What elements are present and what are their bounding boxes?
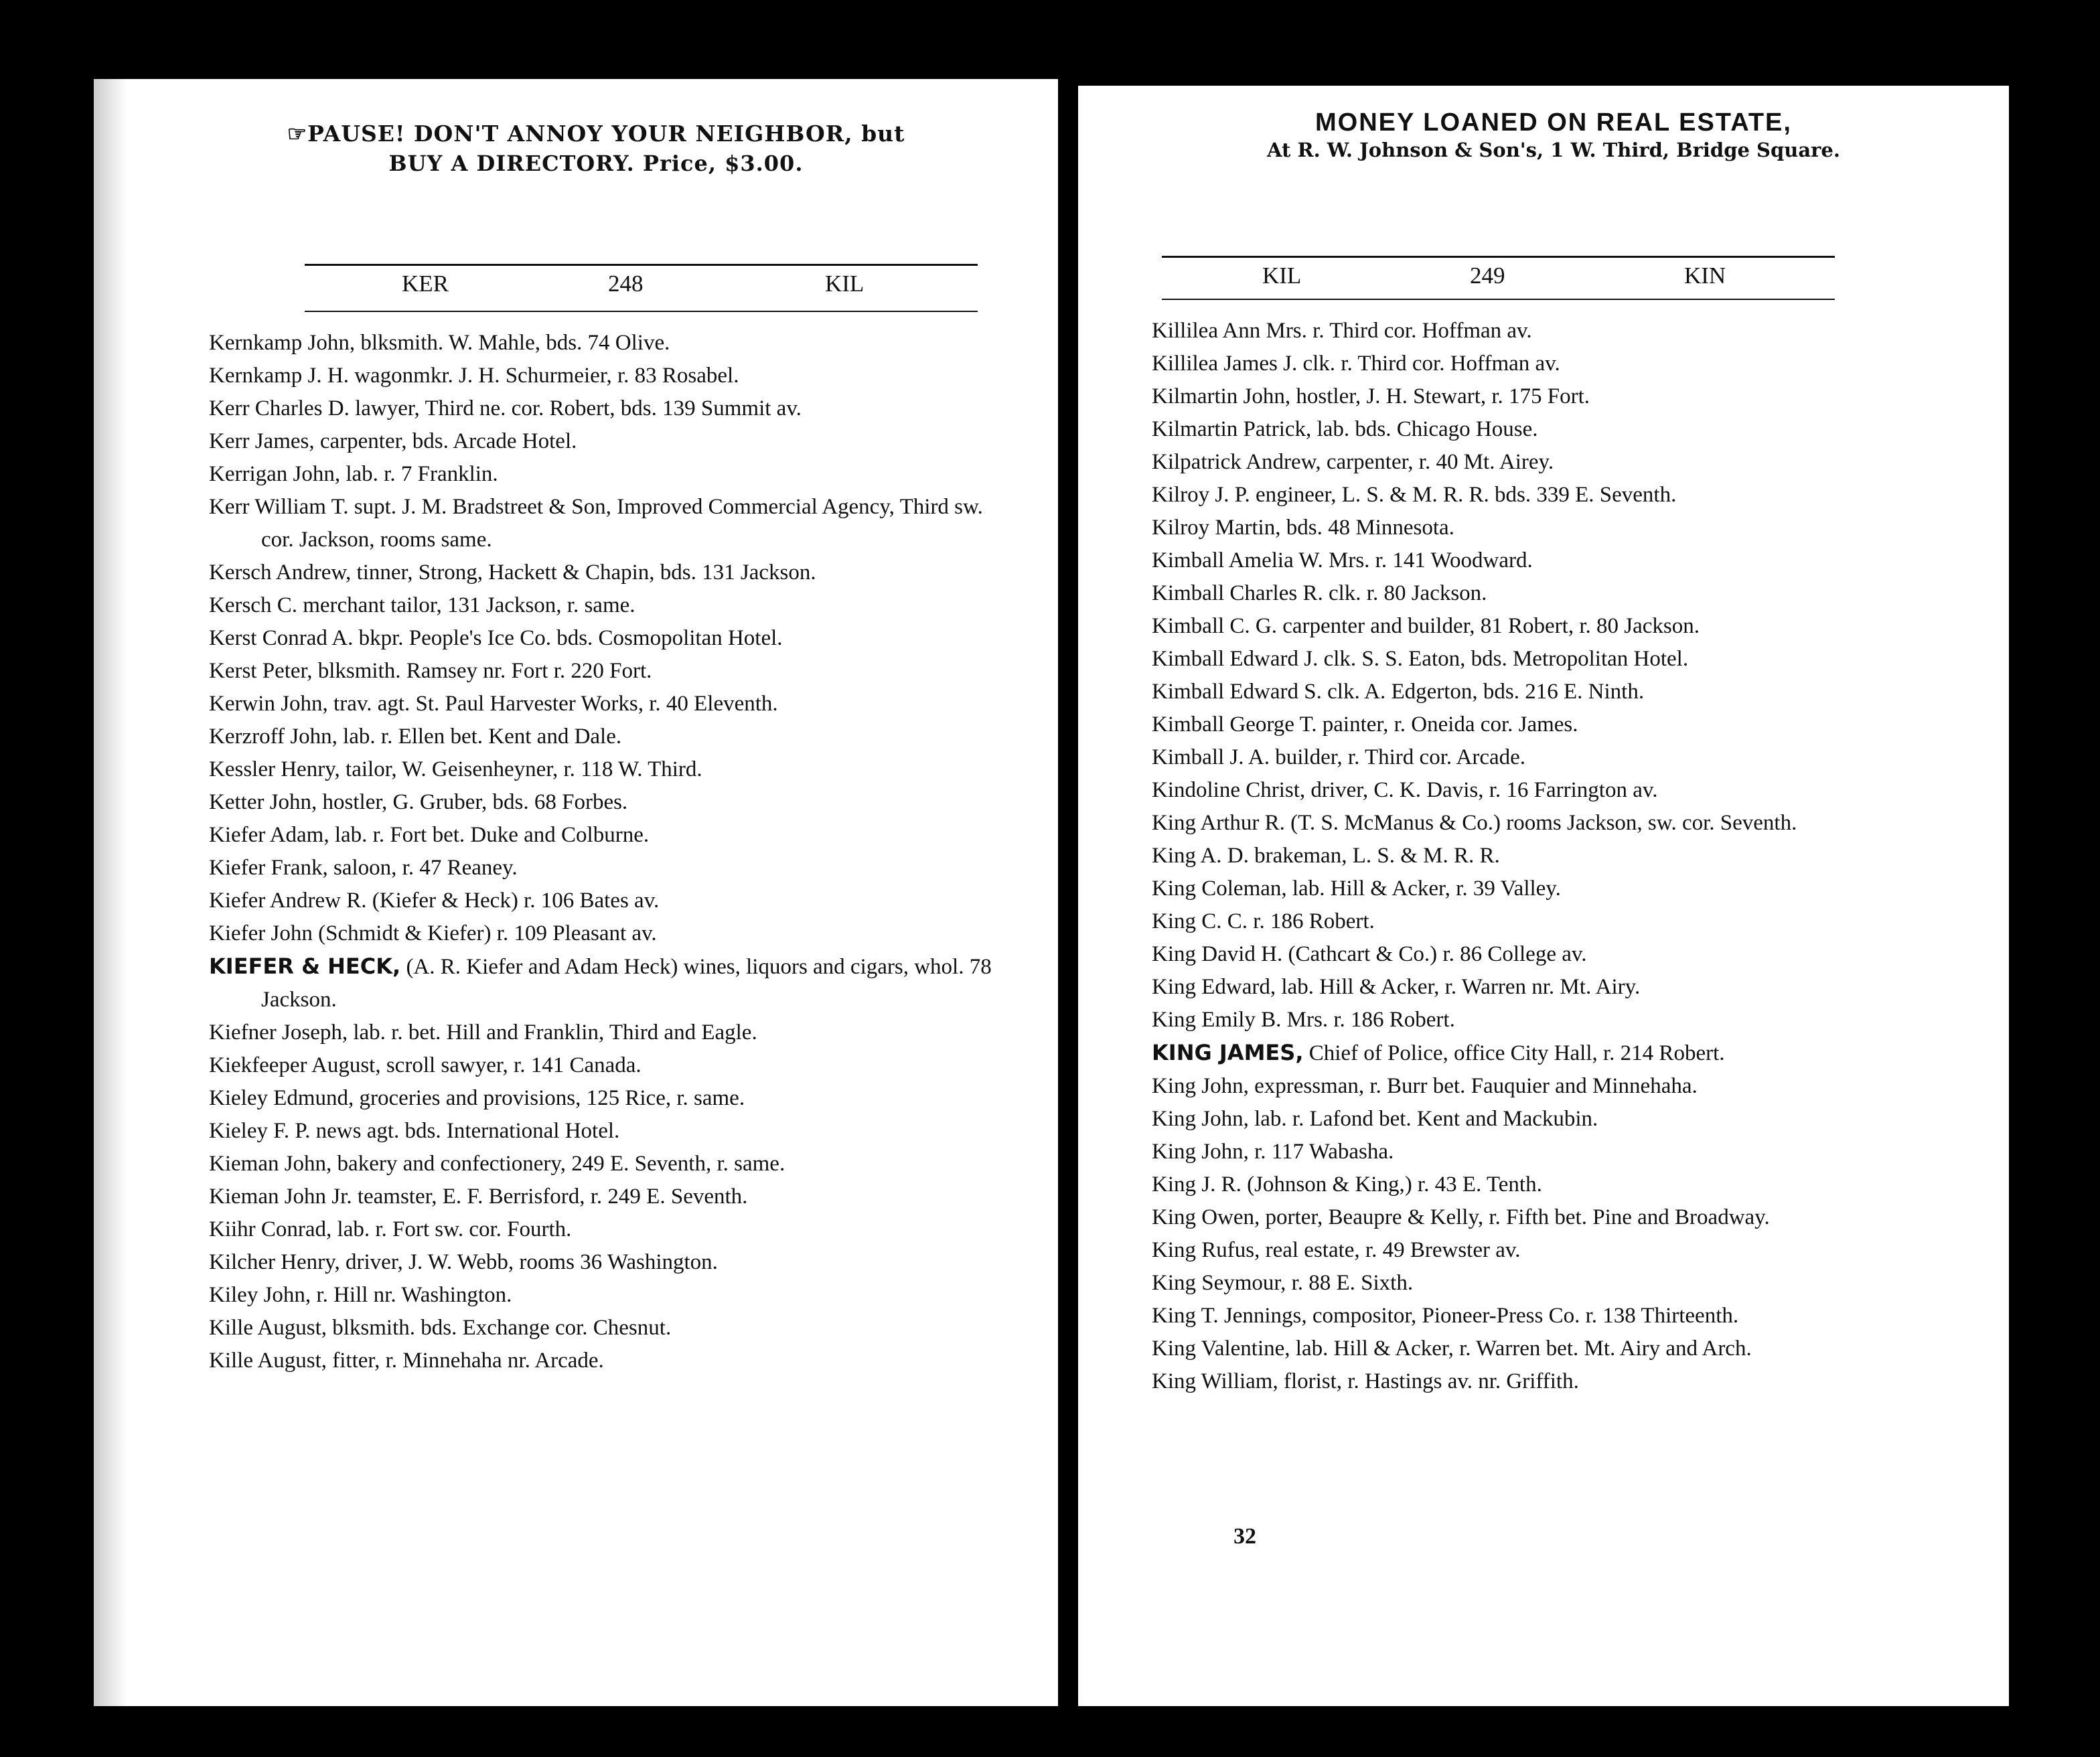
right-running-header	[0, 262, 2100, 296]
directory-entry: Kiley John, r. Hill nr. Washington.	[209, 1283, 512, 1307]
left-banner-line-2: BUY A DIRECTORY. Price, $3.00.	[388, 151, 804, 176]
directory-entry: Kilpatrick Andrew, carpenter, r. 40 Mt. Airey.	[1152, 450, 1554, 474]
directory-entry: Kersch C. merchant tailor, 131 Jackson, r. same.	[209, 593, 635, 617]
directory-entry: Kille August, blksmith. bds. Exchange cor. Chesnut.	[209, 1316, 672, 1340]
directory-entry: Kernkamp J. H. wagonmkr. J. H. Schurmeier, r. 83 Rosabel.	[209, 364, 739, 388]
left-directory-list	[209, 327, 999, 1377]
directory-entry: Kiefner Joseph, lab. r. bet. Hill and Franklin, Third and Eagle.	[209, 1020, 757, 1045]
directory-entry: Kiefer Andrew R. (Kiefer & Heck) r. 106 Bates av.	[209, 889, 660, 913]
directory-entry: Kimball Charles R. clk. r. 80 Jackson.	[1152, 581, 1487, 605]
directory-entry: King John, expressman, r. Burr bet. Fauquier and Minnehaha.	[1152, 1074, 1698, 1098]
right-header-end-word: KIN	[1684, 262, 1726, 289]
directory-entry: Kerwin John, trav. agt. St. Paul Harvester Works, r. 40 Eleventh.	[209, 692, 778, 716]
left-page-number: 248	[608, 271, 644, 297]
directory-entry: Kimball C. G. carpenter and builder, 81 Robert, r. 80 Jackson.	[1152, 614, 1700, 638]
directory-entry: Kiekfeeper August, scroll sawyer, r. 141 Canada.	[209, 1053, 642, 1077]
directory-entry: Kilroy Martin, bds. 48 Minnesota.	[1152, 516, 1454, 540]
directory-entry: Ketter John, hostler, G. Gruber, bds. 68 Forbes.	[209, 790, 628, 814]
left-banner-line-1: ☞PAUSE! DON'T ANNOY YOUR NEIGHBOR, but	[287, 121, 905, 147]
directory-entry: Kimball Edward J. clk. S. S. Eaton, bds. Metropolitan Hotel.	[1152, 647, 1689, 671]
directory-entry: Kilcher Henry, driver, J. W. Webb, rooms 36 Washington.	[209, 1250, 718, 1274]
right-page-number: 249	[1470, 262, 1505, 289]
directory-entry-bold-name: KIEFER & HECK,	[209, 953, 401, 979]
right-header-bottom-rule	[1162, 299, 1835, 300]
directory-entry: King William, florist, r. Hastings av. nr. Griffith.	[1152, 1369, 1579, 1393]
directory-entry: King Coleman, lab. Hill & Acker, r. 39 Valley.	[1152, 876, 1561, 901]
directory-entry-bold-name: KING JAMES,	[1152, 1040, 1304, 1065]
right-banner-line-1: MONEY LOANED ON REAL ESTATE,	[1315, 108, 1792, 137]
directory-entry: King Arthur R. (T. S. McManus & Co.) rooms Jackson, sw. cor. Seventh.	[1152, 811, 1797, 835]
directory-entry: King Emily B. Mrs. r. 186 Robert.	[1152, 1008, 1455, 1032]
directory-entry: King David H. (Cathcart & Co.) r. 86 College av.	[1152, 942, 1587, 966]
directory-entry: Kerrigan John, lab. r. 7 Franklin.	[209, 462, 498, 486]
directory-entry: Kerr William T. supt. J. M. Bradstreet & Son, Improved Commercial Agency, Third sw. cor. Jackson, rooms same.	[209, 495, 983, 552]
directory-entry: King Seymour, r. 88 E. Sixth.	[1152, 1271, 1414, 1295]
directory-entry: Kerr Charles D. lawyer, Third ne. cor. Robert, bds. 139 Summit av.	[209, 396, 802, 421]
left-header-start-word: KER	[402, 271, 449, 297]
directory-entry: Kiefer Frank, saloon, r. 47 Reaney.	[209, 856, 518, 880]
directory-entry-details: (A. R. Kiefer and Adam Heck) wines, liquors and cigars, whol. 78 Jackson.	[261, 955, 992, 1012]
directory-entry: Kiefer Adam, lab. r. Fort bet. Duke and Colburne.	[209, 823, 650, 847]
right-banner-line-2: At R. W. Johnson & Son's, 1 W. Third, Bridge Square.	[1267, 139, 1840, 161]
directory-entry: King C. C. r. 186 Robert.	[1152, 909, 1375, 933]
directory-entry: Kerr James, carpenter, bds. Arcade Hotel.	[209, 429, 577, 453]
directory-entry	[209, 950, 999, 1016]
right-header-start-word: KIL	[1262, 262, 1302, 289]
directory-entry: Kieley Edmund, groceries and provisions, 125 Rice, r. same.	[209, 1086, 745, 1110]
directory-entry-details: Chief of Police, office City Hall, r. 214 Robert.	[1303, 1041, 1725, 1065]
directory-entry: Kiefer John (Schmidt & Kiefer) r. 109 Pleasant av.	[209, 921, 657, 945]
directory-entry: Kersch Andrew, tinner, Strong, Hackett & Chapin, bds. 131 Jackson.	[209, 560, 816, 585]
directory-entry: Kerzroff John, lab. r. Ellen bet. Kent and Dale.	[209, 724, 622, 749]
directory-entry: Killilea James J. clk. r. Third cor. Hoffman av.	[1152, 352, 1560, 376]
directory-entry: Kille August, fitter, r. Minnehaha nr. Arcade.	[209, 1349, 604, 1373]
right-signature-folio: 32	[1233, 1524, 1256, 1549]
directory-entry: King John, r. 117 Wabasha.	[1152, 1140, 1394, 1164]
directory-entry: Kimball Edward S. clk. A. Edgerton, bds. 216 E. Ninth.	[1152, 680, 1645, 704]
directory-entry: Kerst Peter, blksmith. Ramsey nr. Fort r. 220 Fort.	[209, 659, 652, 683]
directory-entry: King A. D. brakeman, L. S. & M. R. R.	[1152, 844, 1500, 868]
directory-entry: Killilea Ann Mrs. r. Third cor. Hoffman av.	[1152, 319, 1532, 343]
directory-entry: Kilmartin Patrick, lab. bds. Chicago House.	[1152, 417, 1538, 441]
right-header-top-rule	[1162, 256, 1835, 258]
left-advertisement-banner	[201, 121, 991, 176]
right-advertisement-banner	[1138, 108, 1969, 161]
directory-entry: King Edward, lab. Hill & Acker, r. Warren nr. Mt. Airy.	[1152, 975, 1641, 999]
right-directory-list	[1152, 315, 1942, 1398]
left-page-edge-shading	[94, 79, 127, 1706]
directory-entry: Kimball J. A. builder, r. Third cor. Arcade.	[1152, 745, 1526, 769]
directory-entry: Kieley F. P. news agt. bds. International Hotel.	[209, 1119, 620, 1143]
directory-entry: King T. Jennings, compositor, Pioneer-Press Co. r. 138 Thirteenth.	[1152, 1304, 1739, 1328]
directory-entry: King Owen, porter, Beaupre & Kelly, r. Fifth bet. Pine and Broadway.	[1152, 1205, 1770, 1229]
directory-entry: Kerst Conrad A. bkpr. People's Ice Co. bds. Cosmopolitan Hotel.	[209, 626, 783, 650]
directory-entry: Kilroy J. P. engineer, L. S. & M. R. R. bds. 339 E. Seventh.	[1152, 483, 1677, 507]
directory-entry: Kimball Amelia W. Mrs. r. 141 Woodward.	[1152, 548, 1533, 572]
directory-entry: King John, lab. r. Lafond bet. Kent and Mackubin.	[1152, 1107, 1598, 1131]
directory-entry: Kessler Henry, tailor, W. Geisenheyner, r. 118 W. Third.	[209, 757, 702, 781]
directory-entry: Kernkamp John, blksmith. W. Mahle, bds. 74 Olive.	[209, 331, 670, 355]
directory-entry	[1152, 1037, 1942, 1070]
left-header-end-word: KIL	[825, 271, 865, 297]
directory-entry: Kiihr Conrad, lab. r. Fort sw. cor. Fourth.	[209, 1217, 572, 1241]
directory-entry: Kilmartin John, hostler, J. H. Stewart, r. 175 Fort.	[1152, 384, 1590, 408]
directory-entry: Kieman John, bakery and confectionery, 249 E. Seventh, r. same.	[209, 1152, 785, 1176]
directory-entry: King J. R. (Johnson & King,) r. 43 E. Tenth.	[1152, 1172, 1542, 1197]
directory-entry: Kindoline Christ, driver, C. K. Davis, r. 16 Farrington av.	[1152, 778, 1658, 802]
directory-entry: King Rufus, real estate, r. 49 Brewster av.	[1152, 1238, 1521, 1262]
directory-entry: King Valentine, lab. Hill & Acker, r. Warren bet. Mt. Airy and Arch.	[1152, 1336, 1752, 1361]
left-header-bottom-rule	[305, 311, 978, 312]
directory-entry: Kieman John Jr. teamster, E. F. Berrisford, r. 249 E. Seventh.	[209, 1185, 748, 1209]
directory-entry: Kimball George T. painter, r. Oneida cor. James.	[1152, 712, 1578, 737]
